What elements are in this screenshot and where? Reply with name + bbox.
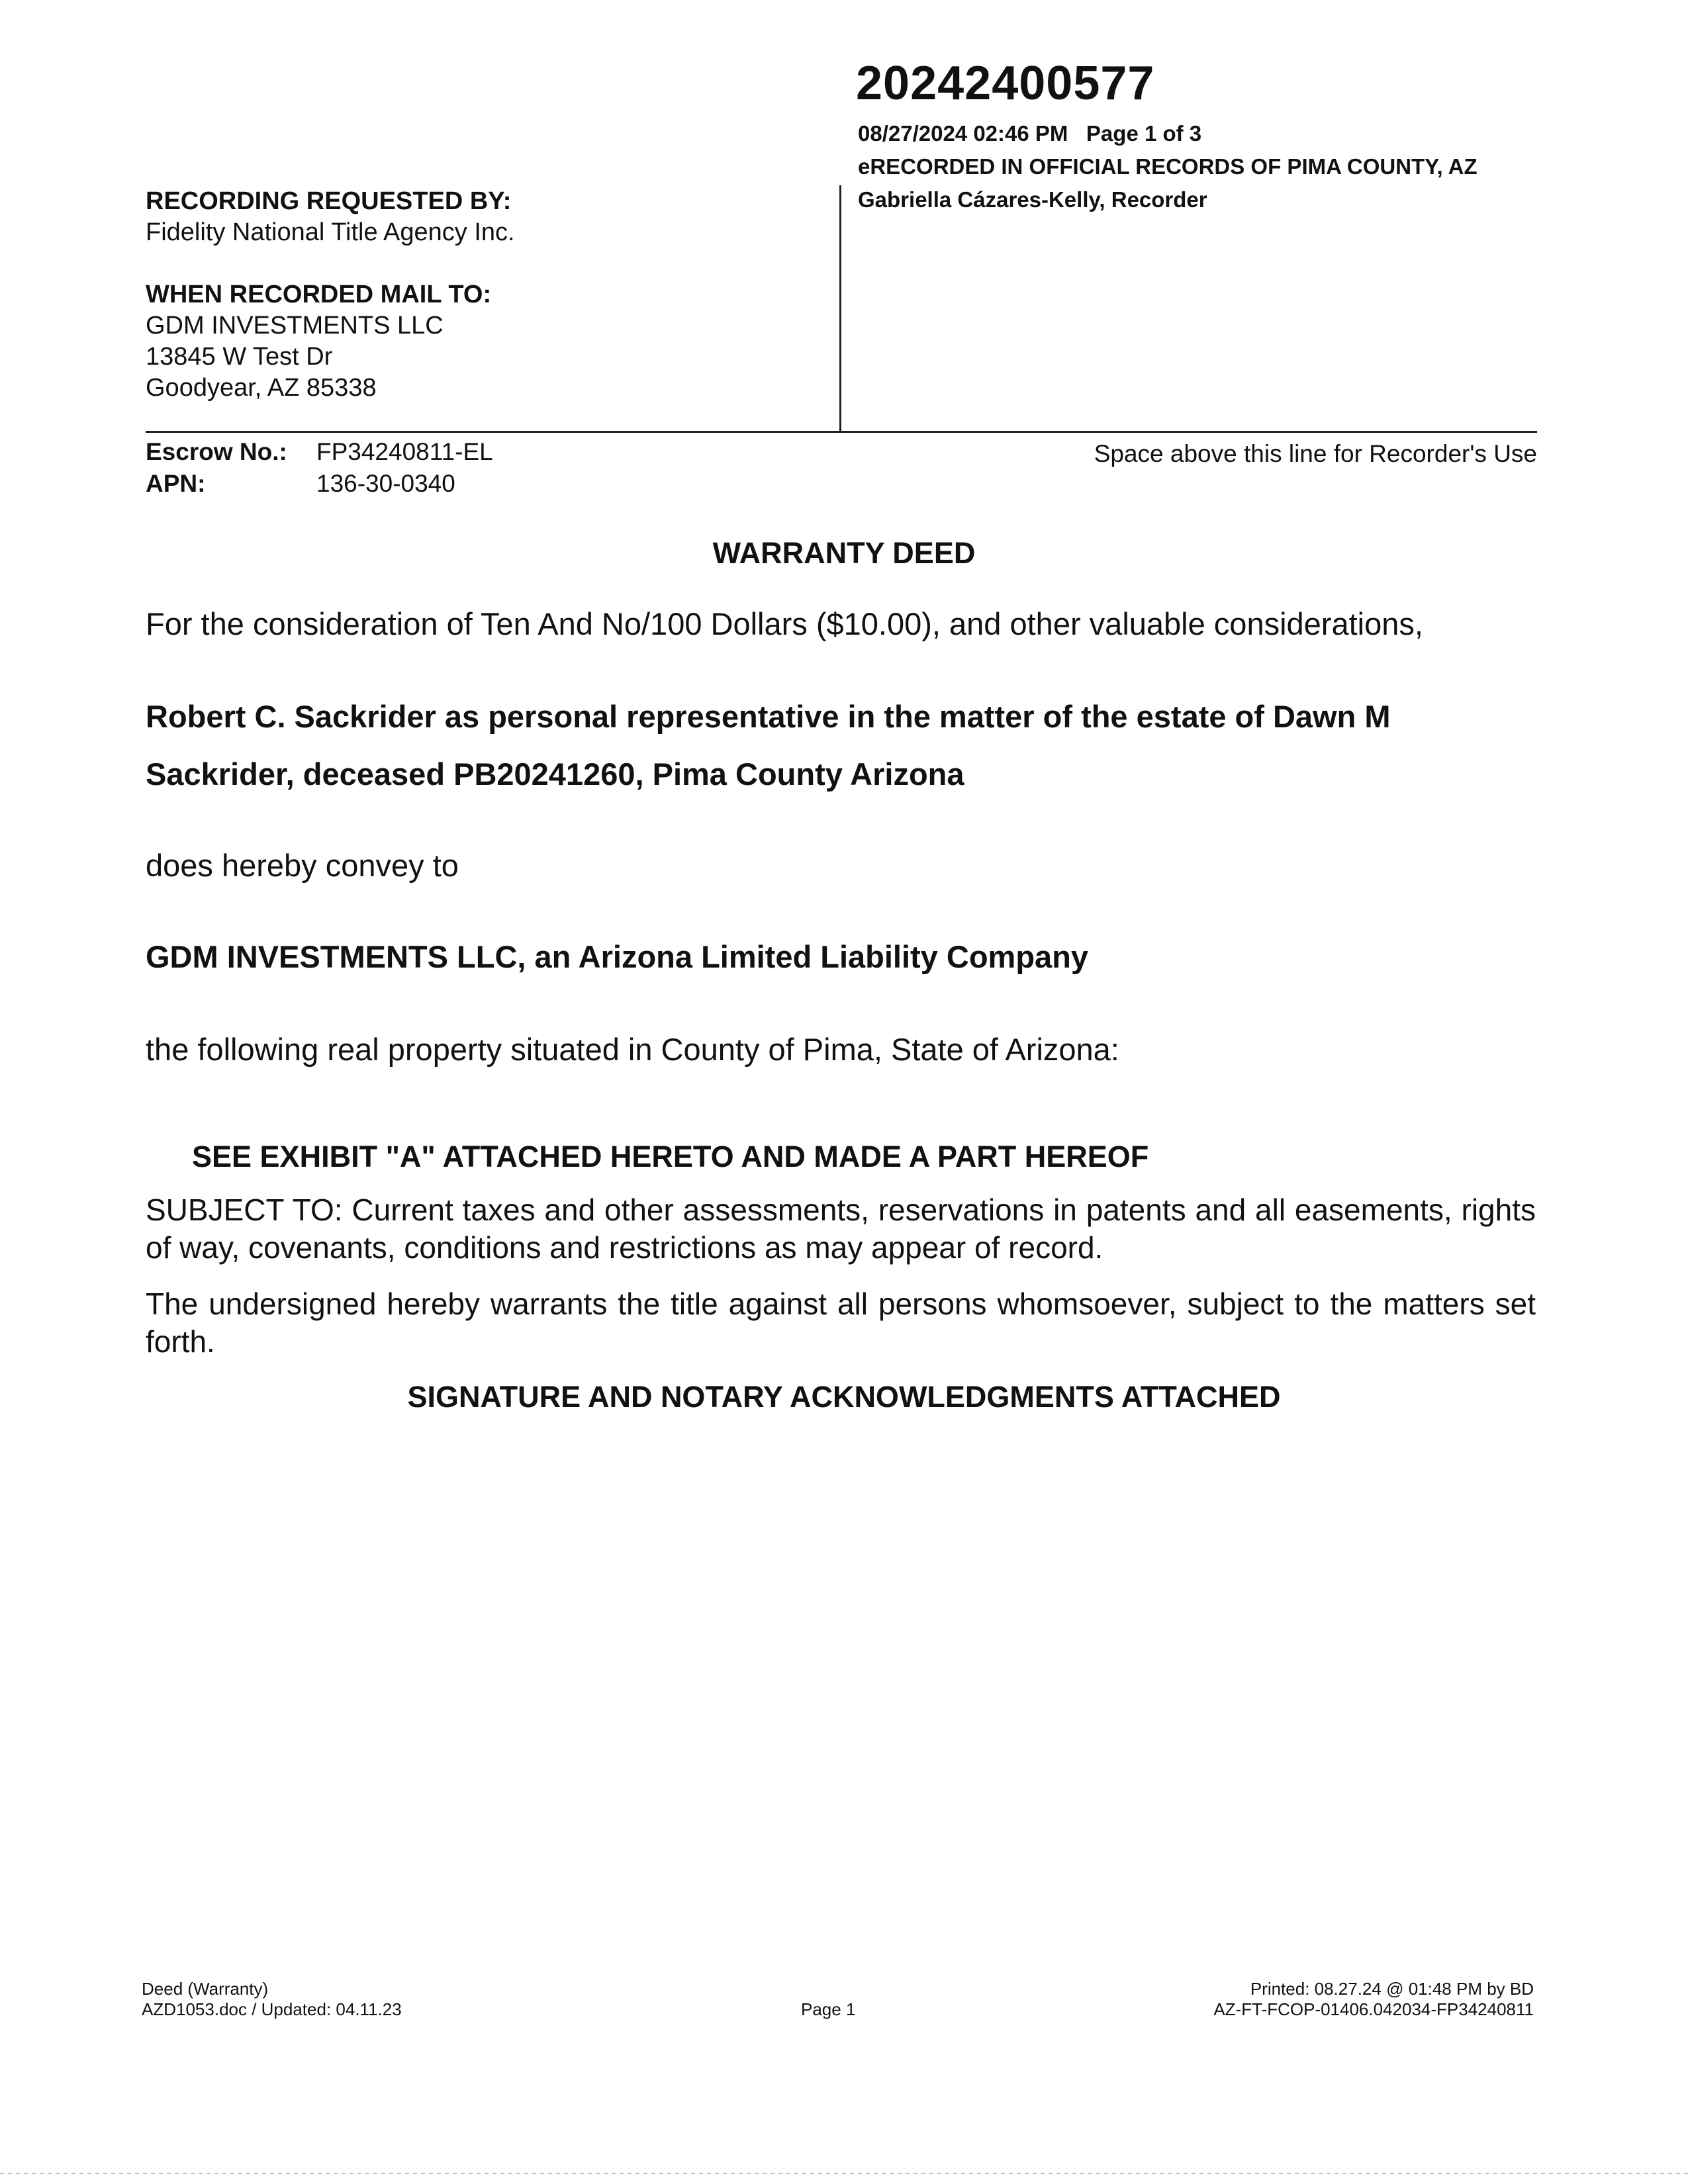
recording-requested-by: Fidelity National Title Agency Inc. — [146, 218, 515, 246]
apn-label: APN: — [146, 470, 206, 497]
recording-date-page — [858, 121, 1201, 146]
header-divider-vertical — [839, 185, 841, 432]
recording-page-info: Page 1 of 3 — [1086, 121, 1202, 146]
footer-print-info — [1213, 1979, 1534, 2020]
apn-number: 136-30-0340 — [316, 470, 455, 497]
mail-to-street: 13845 W Test Dr — [146, 343, 333, 371]
footer-printed: Printed: 08.27.24 @ 01:48 PM by BD — [1250, 1979, 1534, 1999]
footer-form-name: Deed (Warranty) — [142, 1979, 269, 1999]
recording-date-time: 08/27/2024 02:46 PM — [858, 121, 1068, 146]
mail-to-name: GDM INVESTMENTS LLC — [146, 312, 444, 340]
subject-to-paragraph: SUBJECT TO: Current taxes and other assessments, reservations in patents and all easements, rights of way, covenants, conditions and restrictions as may appear of record. — [146, 1193, 1536, 1265]
recorder-use-note: Space above this line for Recorder's Use — [1094, 440, 1537, 467]
deed-title: WARRANTY DEED — [712, 536, 976, 570]
grantor-line-1: Robert C. Sackrider as personal representative in the matter of the estate of Dawn M — [146, 699, 1391, 734]
document-number: 20242400577 — [856, 57, 1155, 110]
escrow-label: Escrow No.: — [146, 438, 287, 465]
mail-to-city: Goodyear, AZ 85338 — [146, 374, 377, 402]
exhibit-reference: SEE EXHIBIT "A" ATTACHED HERETO AND MADE A PART HEREOF — [192, 1140, 1149, 1173]
convey-text: does hereby convey to — [146, 848, 459, 883]
mail-to-label: WHEN RECORDED MAIL TO: — [146, 281, 492, 308]
scan-edge-artifact — [0, 2173, 1688, 2174]
grantee-text: GDM INVESTMENTS LLC, an Arizona Limited Liability Company — [146, 939, 1089, 974]
consideration-text: For the consideration of Ten And No/100 Dollars ($10.00), and other valuable considerations, — [146, 606, 1423, 641]
footer-order-ref: AZ-FT-FCOP-01406.042034-FP34240811 — [1213, 1999, 1534, 2019]
property-location-text: the following real property situated in County of Pima, State of Arizona: — [146, 1032, 1119, 1067]
footer-page-number: Page 1 — [801, 1999, 856, 2019]
footer-form-info — [142, 1979, 402, 2020]
warranty-paragraph: The undersigned hereby warrants the title against all persons whomsoever, subject to the matters set forth. — [146, 1287, 1536, 1359]
recorded-official-records: eRECORDED IN OFFICIAL RECORDS OF PIMA COUNTY, AZ — [858, 154, 1477, 179]
footer-form-file: AZD1053.doc / Updated: 04.11.23 — [142, 1999, 402, 2019]
recording-requested-by-label: RECORDING REQUESTED BY: — [146, 187, 512, 215]
grantor-line-2: Sackrider, deceased PB20241260, Pima County Arizona — [146, 756, 964, 792]
signature-note: SIGNATURE AND NOTARY ACKNOWLEDGMENTS ATTACHED — [407, 1380, 1281, 1414]
recorder-name: Gabriella Cázares-Kelly, Recorder — [858, 187, 1207, 212]
escrow-number: FP34240811-EL — [316, 438, 493, 465]
recorder-use-line — [146, 431, 1537, 433]
